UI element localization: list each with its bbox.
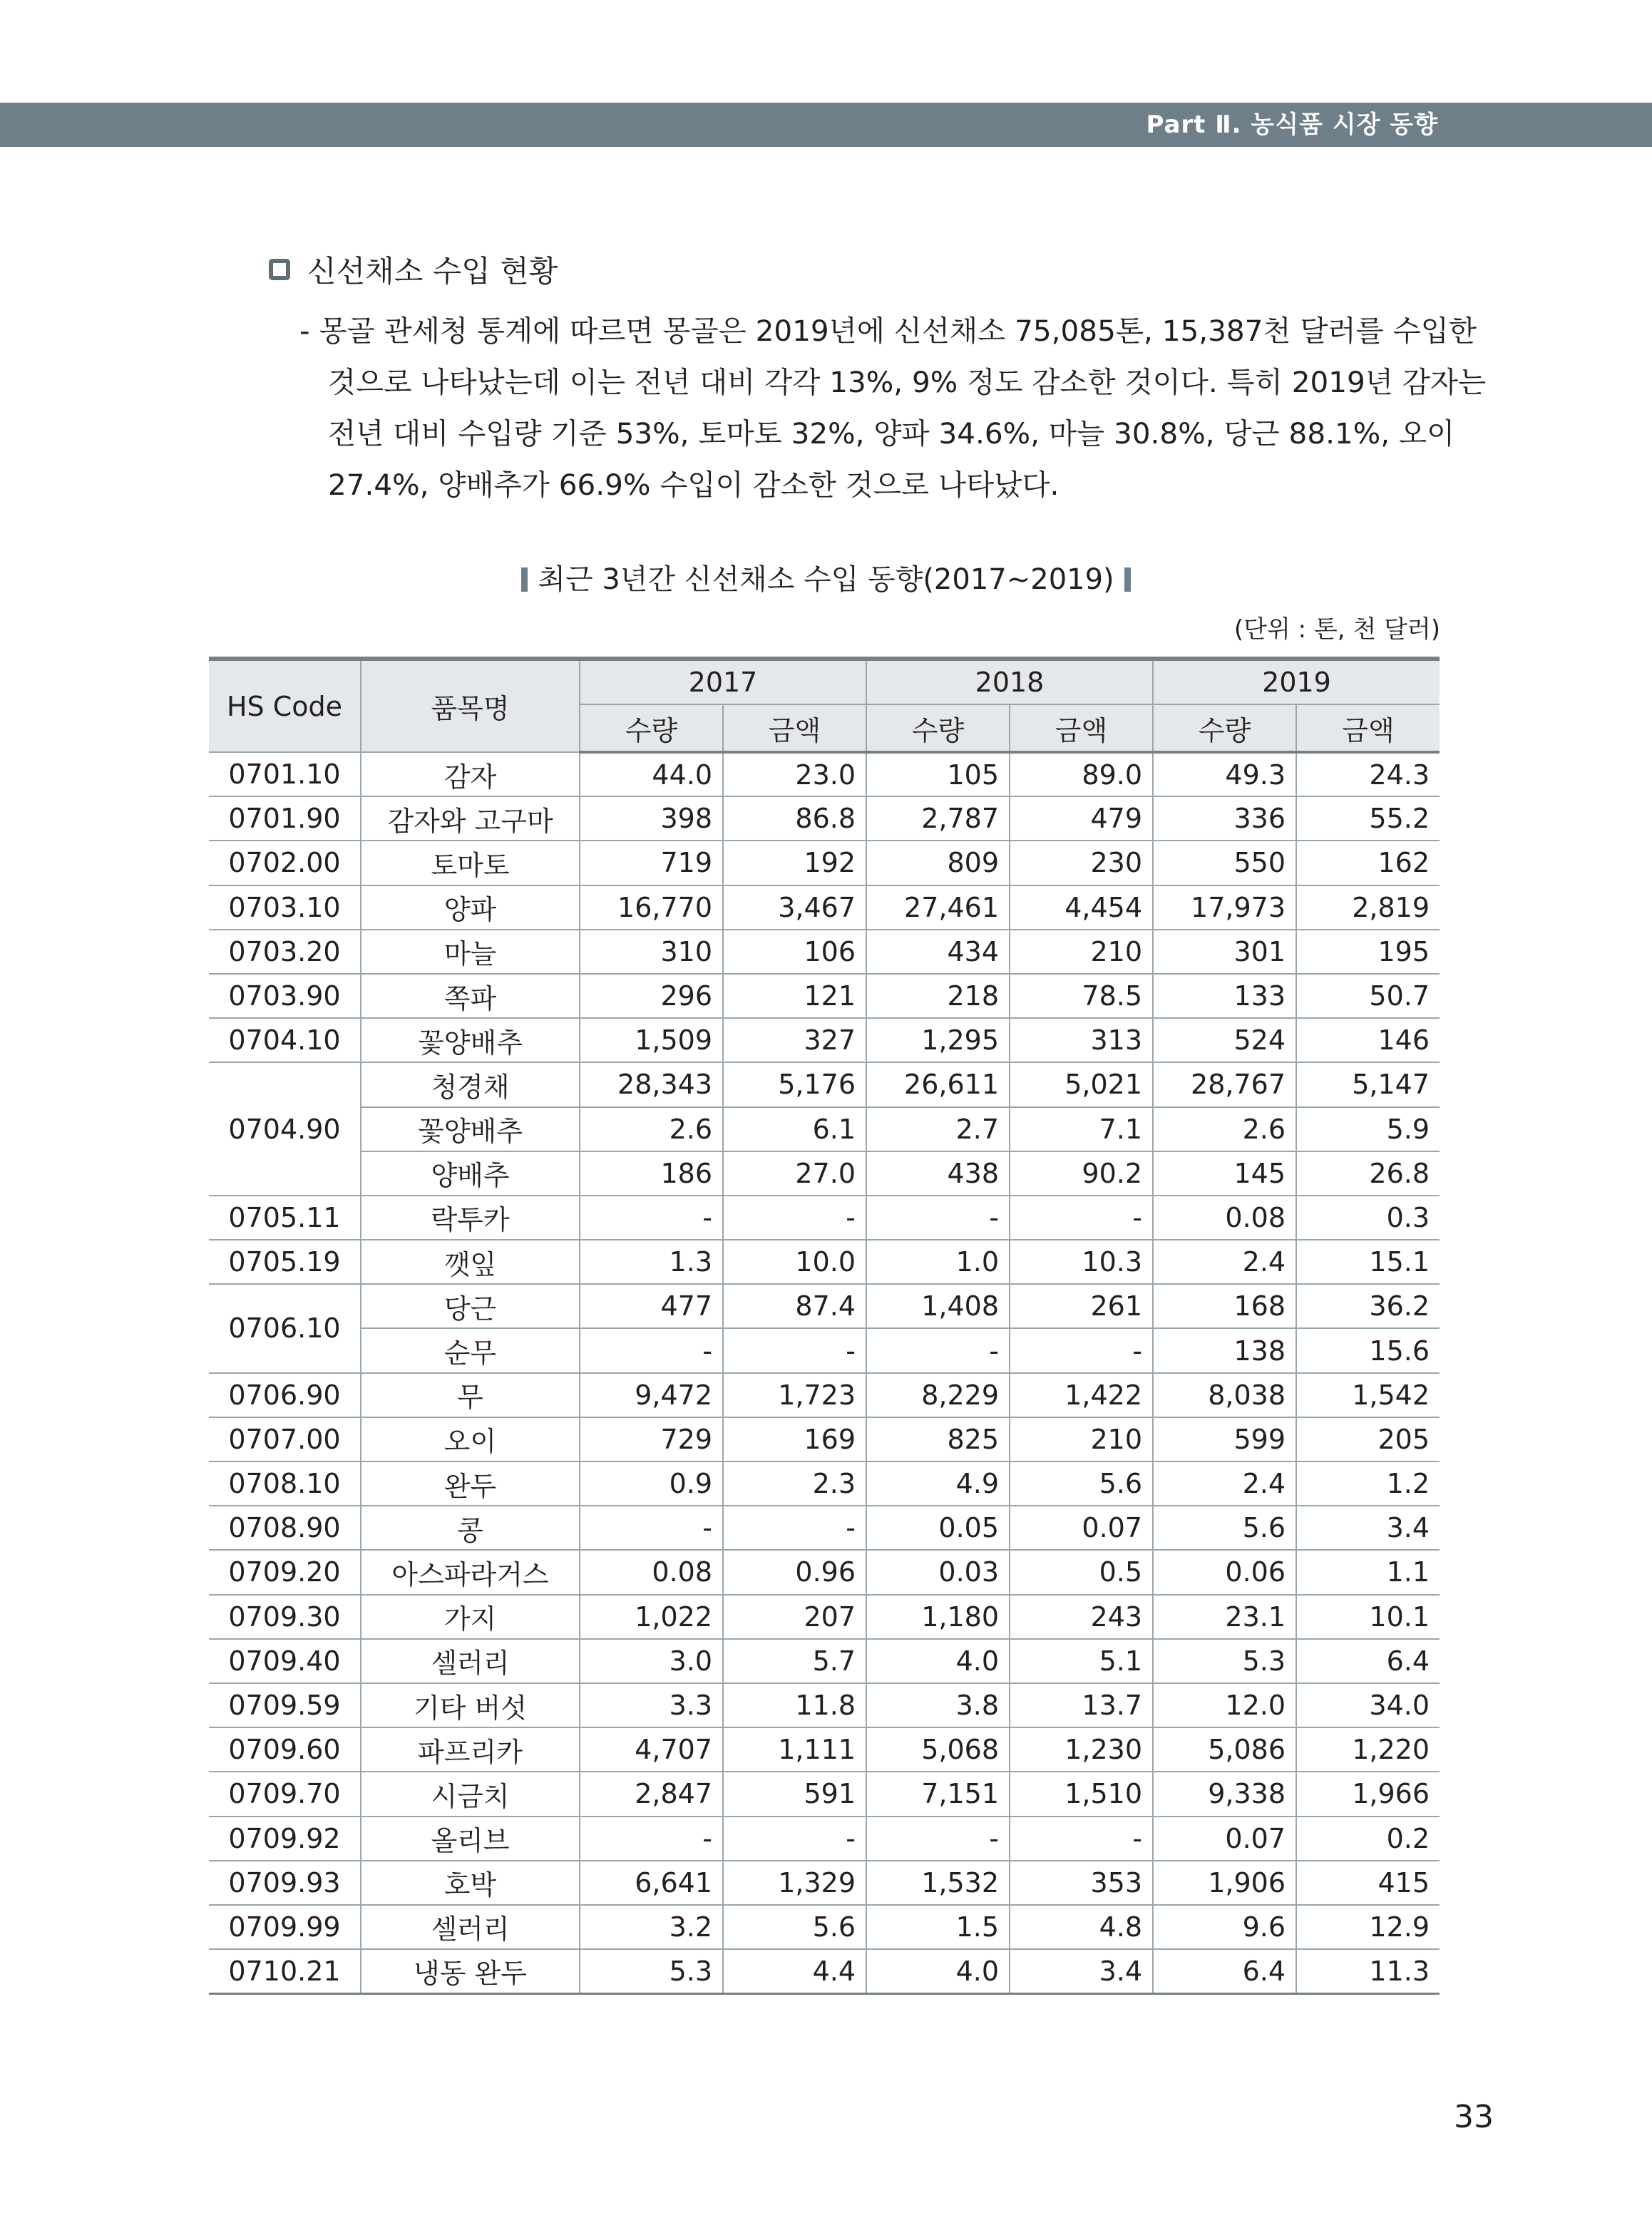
item-name-cell: 양배추 bbox=[361, 1151, 580, 1196]
amount-cell: 313 bbox=[1010, 1018, 1153, 1062]
qty-cell: 145 bbox=[1153, 1151, 1296, 1196]
amount-cell: 10.0 bbox=[723, 1240, 866, 1284]
item-name-cell: 순무 bbox=[361, 1328, 580, 1372]
qty-cell: - bbox=[580, 1506, 723, 1550]
table-row bbox=[209, 1328, 1440, 1372]
amount-cell: 1,422 bbox=[1010, 1373, 1153, 1417]
amount-cell: 5.9 bbox=[1296, 1107, 1440, 1151]
amount-cell: 50.7 bbox=[1296, 974, 1440, 1018]
table-row bbox=[209, 885, 1440, 930]
qty-cell: 138 bbox=[1153, 1328, 1296, 1372]
item-name-cell: 무 bbox=[361, 1373, 580, 1417]
qty-cell: 2,787 bbox=[866, 796, 1010, 841]
qty-cell: 1.0 bbox=[866, 1240, 1010, 1284]
qty-cell: 0.06 bbox=[1153, 1550, 1296, 1594]
amount-cell: 261 bbox=[1010, 1284, 1153, 1328]
header-year: 2017 bbox=[580, 659, 866, 704]
qty-cell: 438 bbox=[866, 1151, 1010, 1196]
qty-cell: 550 bbox=[1153, 841, 1296, 885]
amount-cell: 121 bbox=[723, 974, 866, 1018]
qty-cell: 1,906 bbox=[1153, 1861, 1296, 1905]
amount-cell: - bbox=[1010, 1196, 1153, 1240]
amount-cell: 5.6 bbox=[723, 1905, 866, 1949]
qty-cell: 4,707 bbox=[580, 1727, 723, 1772]
header-title: Part Ⅱ. 농식품 시장 동향 bbox=[1146, 111, 1438, 139]
amount-cell: 13.7 bbox=[1010, 1683, 1153, 1727]
amount-cell: 1.1 bbox=[1296, 1550, 1440, 1594]
hs-code-cell: 0709.40 bbox=[209, 1639, 361, 1683]
amount-cell: 87.4 bbox=[723, 1284, 866, 1328]
qty-cell: 3.2 bbox=[580, 1905, 723, 1949]
header-bar bbox=[0, 103, 1652, 147]
amount-cell: 230 bbox=[1010, 841, 1153, 885]
qty-cell: 0.08 bbox=[580, 1550, 723, 1594]
paragraph-line: 것으로 나타났는데 이는 전년 대비 각각 13%, 9% 정도 감소한 것이다. 특히 2019년 감자는 bbox=[328, 365, 1487, 399]
hs-code-cell: 0710.21 bbox=[209, 1949, 361, 1993]
hs-code-cell: 0701.90 bbox=[209, 796, 361, 841]
header-amount: 금액 bbox=[723, 704, 866, 752]
table-row bbox=[209, 752, 1440, 796]
title-bar-right-icon bbox=[1124, 567, 1131, 592]
hs-code-cell: 0706.10 bbox=[209, 1284, 361, 1372]
qty-cell: 105 bbox=[866, 752, 1010, 796]
qty-cell: 1,532 bbox=[866, 1861, 1010, 1905]
paragraph-line: - 몽골 관세청 통계에 따르면 몽골은 2019년에 신선채소 75,085톤, 15,387천 달러를 수입한 bbox=[299, 314, 1477, 348]
qty-cell: 3.0 bbox=[580, 1639, 723, 1683]
qty-cell: - bbox=[580, 1817, 723, 1861]
item-name-cell: 청경채 bbox=[361, 1062, 580, 1106]
paragraph-line: 전년 대비 수입량 기준 53%, 토마토 32%, 양파 34.6%, 마늘 30.8%, 당근 88.1%, 오이 bbox=[328, 416, 1455, 451]
table-row bbox=[209, 1861, 1440, 1905]
amount-cell: 5,147 bbox=[1296, 1062, 1440, 1106]
amount-cell: 5,021 bbox=[1010, 1062, 1153, 1106]
amount-cell: 3.4 bbox=[1010, 1949, 1153, 1993]
qty-cell: 3.3 bbox=[580, 1683, 723, 1727]
amount-cell: 1,230 bbox=[1010, 1727, 1153, 1772]
table-row bbox=[209, 1683, 1440, 1727]
amount-cell: - bbox=[723, 1328, 866, 1372]
qty-cell: 6.4 bbox=[1153, 1949, 1296, 1993]
table-row bbox=[209, 1151, 1440, 1196]
table-row bbox=[209, 1461, 1440, 1506]
paragraph-line: 27.4%, 양배추가 66.9% 수입이 감소한 것으로 나타났다. bbox=[328, 468, 1060, 502]
qty-cell: 477 bbox=[580, 1284, 723, 1328]
amount-cell: 1,542 bbox=[1296, 1373, 1440, 1417]
amount-cell: 169 bbox=[723, 1417, 866, 1461]
item-name-cell: 호박 bbox=[361, 1861, 580, 1905]
amount-cell: 90.2 bbox=[1010, 1151, 1153, 1196]
amount-cell: 15.6 bbox=[1296, 1328, 1440, 1372]
amount-cell: 4.4 bbox=[723, 1949, 866, 1993]
table-row bbox=[209, 1595, 1440, 1639]
qty-cell: 2.6 bbox=[580, 1107, 723, 1151]
header-qty: 수량 bbox=[866, 704, 1010, 752]
header-year: 2018 bbox=[866, 659, 1153, 704]
qty-cell: 12.0 bbox=[1153, 1683, 1296, 1727]
qty-cell: 7,151 bbox=[866, 1772, 1010, 1816]
qty-cell: 0.07 bbox=[1153, 1817, 1296, 1861]
table-title bbox=[0, 557, 1652, 597]
qty-cell: 27,461 bbox=[866, 885, 1010, 930]
qty-cell: 5,068 bbox=[866, 1727, 1010, 1772]
item-name-cell: 냉동 완두 bbox=[361, 1949, 580, 1993]
qty-cell: 44.0 bbox=[580, 752, 723, 796]
qty-cell: 5,086 bbox=[1153, 1727, 1296, 1772]
hs-code-cell: 0709.99 bbox=[209, 1905, 361, 1949]
amount-cell: 1.2 bbox=[1296, 1461, 1440, 1506]
qty-cell: 133 bbox=[1153, 974, 1296, 1018]
qty-cell: 336 bbox=[1153, 796, 1296, 841]
hs-code-cell: 0705.19 bbox=[209, 1240, 361, 1284]
qty-cell: 2.4 bbox=[1153, 1461, 1296, 1506]
qty-cell: 218 bbox=[866, 974, 1010, 1018]
checkbox-icon bbox=[269, 259, 290, 280]
import-table bbox=[209, 657, 1440, 1995]
qty-cell: - bbox=[866, 1817, 1010, 1861]
amount-cell: 78.5 bbox=[1010, 974, 1153, 1018]
amount-cell: 12.9 bbox=[1296, 1905, 1440, 1949]
amount-cell: 2,819 bbox=[1296, 885, 1440, 930]
amount-cell: 5.1 bbox=[1010, 1639, 1153, 1683]
amount-cell: 1,723 bbox=[723, 1373, 866, 1417]
amount-cell: 0.3 bbox=[1296, 1196, 1440, 1240]
item-name-cell: 쪽파 bbox=[361, 974, 580, 1018]
qty-cell: 2.4 bbox=[1153, 1240, 1296, 1284]
amount-cell: 3,467 bbox=[723, 885, 866, 930]
amount-cell: 146 bbox=[1296, 1018, 1440, 1062]
table-row bbox=[209, 1727, 1440, 1772]
hs-code-cell: 0709.20 bbox=[209, 1550, 361, 1594]
amount-cell: 479 bbox=[1010, 796, 1153, 841]
qty-cell: 3.8 bbox=[866, 1683, 1010, 1727]
amount-cell: 106 bbox=[723, 930, 866, 974]
table-row bbox=[209, 1240, 1440, 1284]
section-heading-text: 신선채소 수입 현황 bbox=[307, 254, 558, 289]
table-row bbox=[209, 1107, 1440, 1151]
amount-cell: 0.5 bbox=[1010, 1550, 1153, 1594]
header-year: 2019 bbox=[1153, 659, 1440, 704]
hs-code-cell: 0704.10 bbox=[209, 1018, 361, 1062]
amount-cell: 5,176 bbox=[723, 1062, 866, 1106]
amount-cell: 0.96 bbox=[723, 1550, 866, 1594]
amount-cell: 34.0 bbox=[1296, 1683, 1440, 1727]
amount-cell: 4.8 bbox=[1010, 1905, 1153, 1949]
qty-cell: 2.7 bbox=[866, 1107, 1010, 1151]
amount-cell: 86.8 bbox=[723, 796, 866, 841]
amount-cell: 1,510 bbox=[1010, 1772, 1153, 1816]
qty-cell: 5.6 bbox=[1153, 1506, 1296, 1550]
qty-cell: 9,472 bbox=[580, 1373, 723, 1417]
item-name-cell: 감자와 고구마 bbox=[361, 796, 580, 841]
qty-cell: 2.6 bbox=[1153, 1107, 1296, 1151]
amount-cell: 10.3 bbox=[1010, 1240, 1153, 1284]
hs-code-cell: 0705.11 bbox=[209, 1196, 361, 1240]
item-name-cell: 당근 bbox=[361, 1284, 580, 1328]
hs-code-cell: 0708.10 bbox=[209, 1461, 361, 1506]
table-row bbox=[209, 1417, 1440, 1461]
amount-cell: 4,454 bbox=[1010, 885, 1153, 930]
qty-cell: 5.3 bbox=[1153, 1639, 1296, 1683]
qty-cell: - bbox=[866, 1328, 1010, 1372]
item-name-cell: 감자 bbox=[361, 752, 580, 796]
amount-cell: 11.8 bbox=[723, 1683, 866, 1727]
table-title-text: 최근 3년간 신선채소 수입 동향(2017~2019) bbox=[538, 563, 1114, 596]
item-name-cell: 가지 bbox=[361, 1595, 580, 1639]
amount-cell: 3.4 bbox=[1296, 1506, 1440, 1550]
qty-cell: 28,767 bbox=[1153, 1062, 1296, 1106]
qty-cell: 6,641 bbox=[580, 1861, 723, 1905]
amount-cell: 6.1 bbox=[723, 1107, 866, 1151]
amount-cell: 207 bbox=[723, 1595, 866, 1639]
amount-cell: 327 bbox=[723, 1018, 866, 1062]
amount-cell: 195 bbox=[1296, 930, 1440, 974]
hs-code-cell: 0703.90 bbox=[209, 974, 361, 1018]
header-qty: 수량 bbox=[580, 704, 723, 752]
qty-cell: - bbox=[580, 1328, 723, 1372]
item-name-cell: 꽃양배추 bbox=[361, 1018, 580, 1062]
hs-code-cell: 0703.10 bbox=[209, 885, 361, 930]
header-hs-code: HS Code bbox=[209, 659, 361, 752]
item-name-cell: 오이 bbox=[361, 1417, 580, 1461]
qty-cell: 28,343 bbox=[580, 1062, 723, 1106]
item-name-cell: 깻잎 bbox=[361, 1240, 580, 1284]
amount-cell: 11.3 bbox=[1296, 1949, 1440, 1993]
table-row bbox=[209, 1817, 1440, 1861]
table-row bbox=[209, 841, 1440, 885]
amount-cell: 1,220 bbox=[1296, 1727, 1440, 1772]
qty-cell: 809 bbox=[866, 841, 1010, 885]
hs-code-cell: 0709.59 bbox=[209, 1683, 361, 1727]
table-row bbox=[209, 1373, 1440, 1417]
qty-cell: 1,180 bbox=[866, 1595, 1010, 1639]
amount-cell: 415 bbox=[1296, 1861, 1440, 1905]
item-name-cell: 토마토 bbox=[361, 841, 580, 885]
table-row bbox=[209, 1772, 1440, 1816]
qty-cell: 9.6 bbox=[1153, 1905, 1296, 1949]
hs-code-cell: 0709.60 bbox=[209, 1727, 361, 1772]
item-name-cell: 파프리카 bbox=[361, 1727, 580, 1772]
item-name-cell: 올리브 bbox=[361, 1817, 580, 1861]
qty-cell: 719 bbox=[580, 841, 723, 885]
item-name-cell: 락투카 bbox=[361, 1196, 580, 1240]
amount-cell: - bbox=[1010, 1328, 1153, 1372]
hs-code-cell: 0709.70 bbox=[209, 1772, 361, 1816]
unit-note: (단위 : 톤, 천 달러) bbox=[1233, 615, 1440, 644]
amount-cell: 210 bbox=[1010, 930, 1153, 974]
item-name-cell: 콩 bbox=[361, 1506, 580, 1550]
title-bar-left-icon bbox=[521, 567, 528, 592]
amount-cell: 5.6 bbox=[1010, 1461, 1153, 1506]
qty-cell: 4.0 bbox=[866, 1949, 1010, 1993]
table-row bbox=[209, 1284, 1440, 1328]
item-name-cell: 셀러리 bbox=[361, 1905, 580, 1949]
qty-cell: 434 bbox=[866, 930, 1010, 974]
table-row bbox=[209, 1062, 1440, 1106]
amount-cell: 27.0 bbox=[723, 1151, 866, 1196]
amount-cell: 192 bbox=[723, 841, 866, 885]
hs-code-cell: 0706.90 bbox=[209, 1373, 361, 1417]
qty-cell: 23.1 bbox=[1153, 1595, 1296, 1639]
qty-cell: 5.3 bbox=[580, 1949, 723, 1993]
amount-cell: 1,329 bbox=[723, 1861, 866, 1905]
qty-cell: 1,408 bbox=[866, 1284, 1010, 1328]
hs-code-cell: 0707.00 bbox=[209, 1417, 361, 1461]
amount-cell: - bbox=[723, 1817, 866, 1861]
qty-cell: 9,338 bbox=[1153, 1772, 1296, 1816]
qty-cell: - bbox=[580, 1196, 723, 1240]
qty-cell: 4.9 bbox=[866, 1461, 1010, 1506]
amount-cell: 55.2 bbox=[1296, 796, 1440, 841]
qty-cell: 16,770 bbox=[580, 885, 723, 930]
item-name-cell: 꽃양배추 bbox=[361, 1107, 580, 1151]
table-row bbox=[209, 1196, 1440, 1240]
amount-cell: 7.1 bbox=[1010, 1107, 1153, 1151]
hs-code-cell: 0709.93 bbox=[209, 1861, 361, 1905]
item-name-cell: 시금치 bbox=[361, 1772, 580, 1816]
amount-cell: - bbox=[1010, 1817, 1153, 1861]
table-row bbox=[209, 796, 1440, 841]
qty-cell: 524 bbox=[1153, 1018, 1296, 1062]
amount-cell: 36.2 bbox=[1296, 1284, 1440, 1328]
header-amount: 금액 bbox=[1010, 704, 1153, 752]
amount-cell: 210 bbox=[1010, 1417, 1153, 1461]
qty-cell: 0.03 bbox=[866, 1550, 1010, 1594]
amount-cell: 2.3 bbox=[723, 1461, 866, 1506]
table-row bbox=[209, 930, 1440, 974]
amount-cell: 353 bbox=[1010, 1861, 1153, 1905]
table-row bbox=[209, 1550, 1440, 1594]
item-name-cell: 양파 bbox=[361, 885, 580, 930]
hs-code-cell: 0709.92 bbox=[209, 1817, 361, 1861]
hs-code-cell: 0702.00 bbox=[209, 841, 361, 885]
amount-cell: 0.07 bbox=[1010, 1506, 1153, 1550]
item-name-cell: 기타 버섯 bbox=[361, 1683, 580, 1727]
table-row bbox=[209, 1018, 1440, 1062]
qty-cell: 301 bbox=[1153, 930, 1296, 974]
item-name-cell: 아스파라거스 bbox=[361, 1550, 580, 1594]
amount-cell: 243 bbox=[1010, 1595, 1153, 1639]
header-amount: 금액 bbox=[1296, 704, 1440, 752]
qty-cell: 398 bbox=[580, 796, 723, 841]
qty-cell: 310 bbox=[580, 930, 723, 974]
qty-cell: 26,611 bbox=[866, 1062, 1010, 1106]
amount-cell: 24.3 bbox=[1296, 752, 1440, 796]
qty-cell: 49.3 bbox=[1153, 752, 1296, 796]
header-item: 품목명 bbox=[361, 659, 580, 752]
amount-cell: 0.2 bbox=[1296, 1817, 1440, 1861]
table-body bbox=[209, 752, 1440, 1993]
qty-cell: 1.5 bbox=[866, 1905, 1010, 1949]
qty-cell: 729 bbox=[580, 1417, 723, 1461]
hs-code-cell: 0708.90 bbox=[209, 1506, 361, 1550]
qty-cell: 8,229 bbox=[866, 1373, 1010, 1417]
qty-cell: 1,509 bbox=[580, 1018, 723, 1062]
qty-cell: 1,295 bbox=[866, 1018, 1010, 1062]
amount-cell: 10.1 bbox=[1296, 1595, 1440, 1639]
amount-cell: 15.1 bbox=[1296, 1240, 1440, 1284]
header-qty: 수량 bbox=[1153, 704, 1296, 752]
amount-cell: 162 bbox=[1296, 841, 1440, 885]
hs-code-cell: 0701.10 bbox=[209, 752, 361, 796]
amount-cell: - bbox=[723, 1196, 866, 1240]
table-row bbox=[209, 1639, 1440, 1683]
item-name-cell: 완두 bbox=[361, 1461, 580, 1506]
amount-cell: 89.0 bbox=[1010, 752, 1153, 796]
qty-cell: 17,973 bbox=[1153, 885, 1296, 930]
table-row bbox=[209, 974, 1440, 1018]
amount-cell: 591 bbox=[723, 1772, 866, 1816]
amount-cell: - bbox=[723, 1506, 866, 1550]
table-row bbox=[209, 1506, 1440, 1550]
hs-code-cell: 0703.20 bbox=[209, 930, 361, 974]
qty-cell: 599 bbox=[1153, 1417, 1296, 1461]
qty-cell: 0.9 bbox=[580, 1461, 723, 1506]
qty-cell: 186 bbox=[580, 1151, 723, 1196]
item-name-cell: 마늘 bbox=[361, 930, 580, 974]
item-name-cell: 셀러리 bbox=[361, 1639, 580, 1683]
amount-cell: 6.4 bbox=[1296, 1639, 1440, 1683]
body-paragraph bbox=[299, 305, 1487, 510]
amount-cell: 26.8 bbox=[1296, 1151, 1440, 1196]
amount-cell: 1,966 bbox=[1296, 1772, 1440, 1816]
page-number: 33 bbox=[1454, 2099, 1494, 2135]
qty-cell: 296 bbox=[580, 974, 723, 1018]
qty-cell: 4.0 bbox=[866, 1639, 1010, 1683]
header-row-years bbox=[209, 659, 1440, 704]
table-row bbox=[209, 1949, 1440, 1993]
amount-cell: 23.0 bbox=[723, 752, 866, 796]
hs-code-cell: 0709.30 bbox=[209, 1595, 361, 1639]
qty-cell: 2,847 bbox=[580, 1772, 723, 1816]
amount-cell: 205 bbox=[1296, 1417, 1440, 1461]
qty-cell: 168 bbox=[1153, 1284, 1296, 1328]
amount-cell: 1,111 bbox=[723, 1727, 866, 1772]
qty-cell: - bbox=[866, 1196, 1010, 1240]
hs-code-cell: 0704.90 bbox=[209, 1062, 361, 1196]
section-heading bbox=[269, 250, 558, 289]
qty-cell: 825 bbox=[866, 1417, 1010, 1461]
amount-cell: 5.7 bbox=[723, 1639, 866, 1683]
table-row bbox=[209, 1905, 1440, 1949]
qty-cell: 8,038 bbox=[1153, 1373, 1296, 1417]
qty-cell: 1,022 bbox=[580, 1595, 723, 1639]
qty-cell: 1.3 bbox=[580, 1240, 723, 1284]
qty-cell: 0.08 bbox=[1153, 1196, 1296, 1240]
qty-cell: 0.05 bbox=[866, 1506, 1010, 1550]
